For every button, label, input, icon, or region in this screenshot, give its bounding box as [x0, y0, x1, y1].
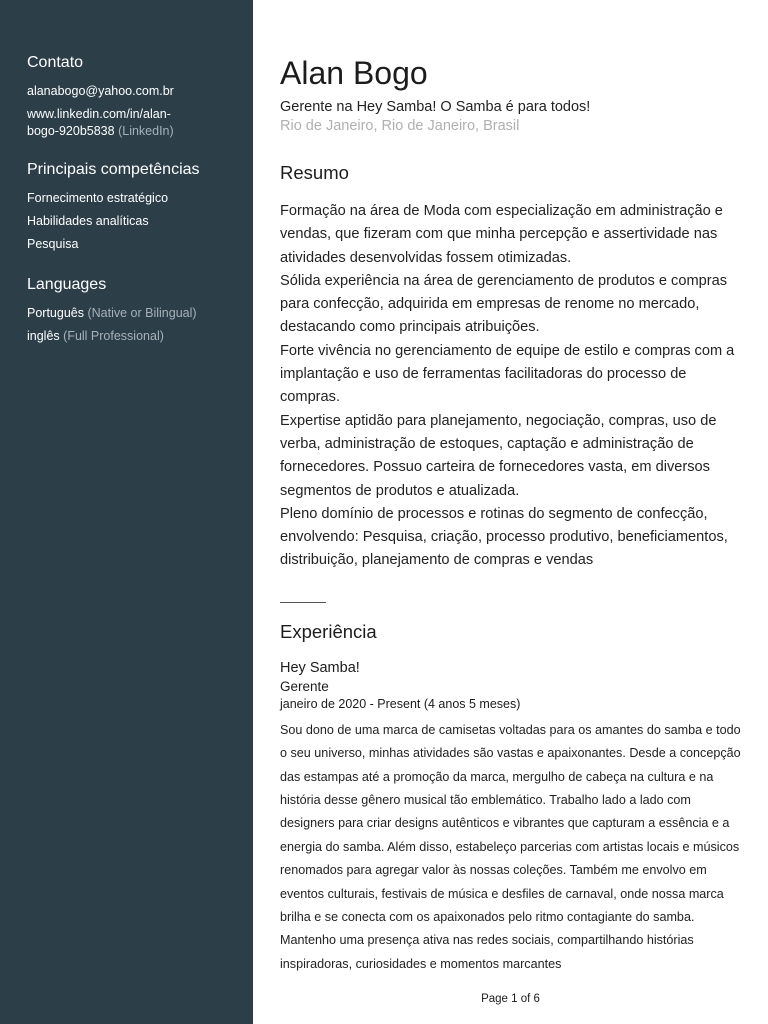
summary-paragraph: Formação na área de Moda com especialização em administração e vendas, que fizeram com que minha percepção e assertividade nas atividades desenvolvidas fossem otimizadas.	[280, 203, 723, 266]
language-name: inglês	[27, 329, 60, 343]
skills-list	[27, 190, 253, 253]
summary-paragraph: Forte vivência no gerenciamento de equipe de estilo e compras com a implantação e uso de ferramentas facilitadoras do processo de compras.	[280, 342, 735, 406]
job-dates: janeiro de 2020 - Present (4 anos 5 meses)	[280, 696, 521, 711]
language-item	[27, 328, 253, 345]
language-level: (Native or Bilingual)	[87, 306, 197, 320]
experience-section	[280, 620, 742, 976]
linkedin-suffix: (LinkedIn)	[118, 124, 174, 138]
contact-heading: Contato	[27, 54, 84, 71]
skill-item: Pesquisa	[27, 237, 79, 251]
contact-section	[27, 53, 253, 140]
summary-paragraph: Sólida experiência na área de gerenciamento de produtos e compras para confecção, adquirida em empresas de renome no mercado, destacando como principais atribuições.	[280, 272, 728, 336]
experience-title: Experiência	[280, 620, 377, 642]
language-level: (Full Professional)	[63, 329, 164, 343]
languages-section	[27, 275, 253, 345]
page-number: Page 1 of 6	[481, 993, 540, 1005]
job-description: Sou dono de uma marca de camisetas voltadas para os amantes do samba e todo o seu universo, minhas atividades são vastas e apaixonantes. Desde a concepção das estampas até a promoção da marca, mergulho de cabeça na cultura e na história desse gênero musical tão emblemático. Trabalho lado a lado com designers para criar designs autênticos e vibrantes que capturam a essência e a energia do samba. Além disso, estabeleço parcerias com artistas locais e músicos renomados para agregar valor às nossas coleções. Também me envolvo em eventos culturais, festivais de música e desfiles de carnaval, onde nossa marca brilha e se conecta com os apaixonados pelo ritmo contagiante do samba. Mantenho uma presença ativa nas redes sociais, compartilhando histórias inspiradoras, curiosidades e momentos marcantes	[280, 722, 741, 971]
skills-section	[27, 160, 253, 253]
linkedin-url-line2: bogo-920b5838	[27, 124, 115, 138]
profile-location: Rio de Janeiro, Rio de Janeiro, Brasil	[280, 118, 520, 134]
skill-item: Habilidades analíticas	[27, 214, 149, 228]
skill-item: Fornecimento estratégico	[27, 191, 169, 205]
language-name: Português	[27, 306, 84, 320]
summary-paragraph: Expertise aptidão para planejamento, negociação, compras, uso de verba, administração de estoques, captação e administração de fornecedores. Possuo carteira de fornecedores vasta, em diversos segmentos de produtos e atualizada.	[280, 412, 717, 499]
sidebar	[0, 0, 253, 1024]
job-title: Gerente	[280, 678, 329, 694]
company-name: Hey Samba!	[280, 659, 360, 676]
profile-headline: Gerente na Hey Samba! O Samba é para todos!	[280, 99, 591, 115]
summary-section	[280, 161, 742, 573]
linkedin-link[interactable]	[27, 106, 253, 140]
section-divider	[280, 602, 326, 603]
skills-heading: Principais competências	[27, 161, 200, 178]
summary-paragraph: Pleno domínio de processos e rotinas do segmento de confecção, envolvendo: Pesquisa, criação, processo produtivo, beneficiamentos, distribuição, planejamento de compras e vendas	[280, 505, 728, 569]
linkedin-url-line1: www.linkedin.com/in/alan-	[27, 107, 171, 121]
summary-title: Resumo	[280, 162, 349, 183]
languages-heading: Languages	[27, 276, 107, 293]
experience-entry	[280, 659, 742, 976]
language-item	[27, 305, 253, 322]
profile-name: Alan Bogo	[280, 55, 428, 91]
email-link[interactable]: alanabogo@yahoo.com.br	[27, 84, 174, 98]
main-content	[280, 54, 742, 976]
